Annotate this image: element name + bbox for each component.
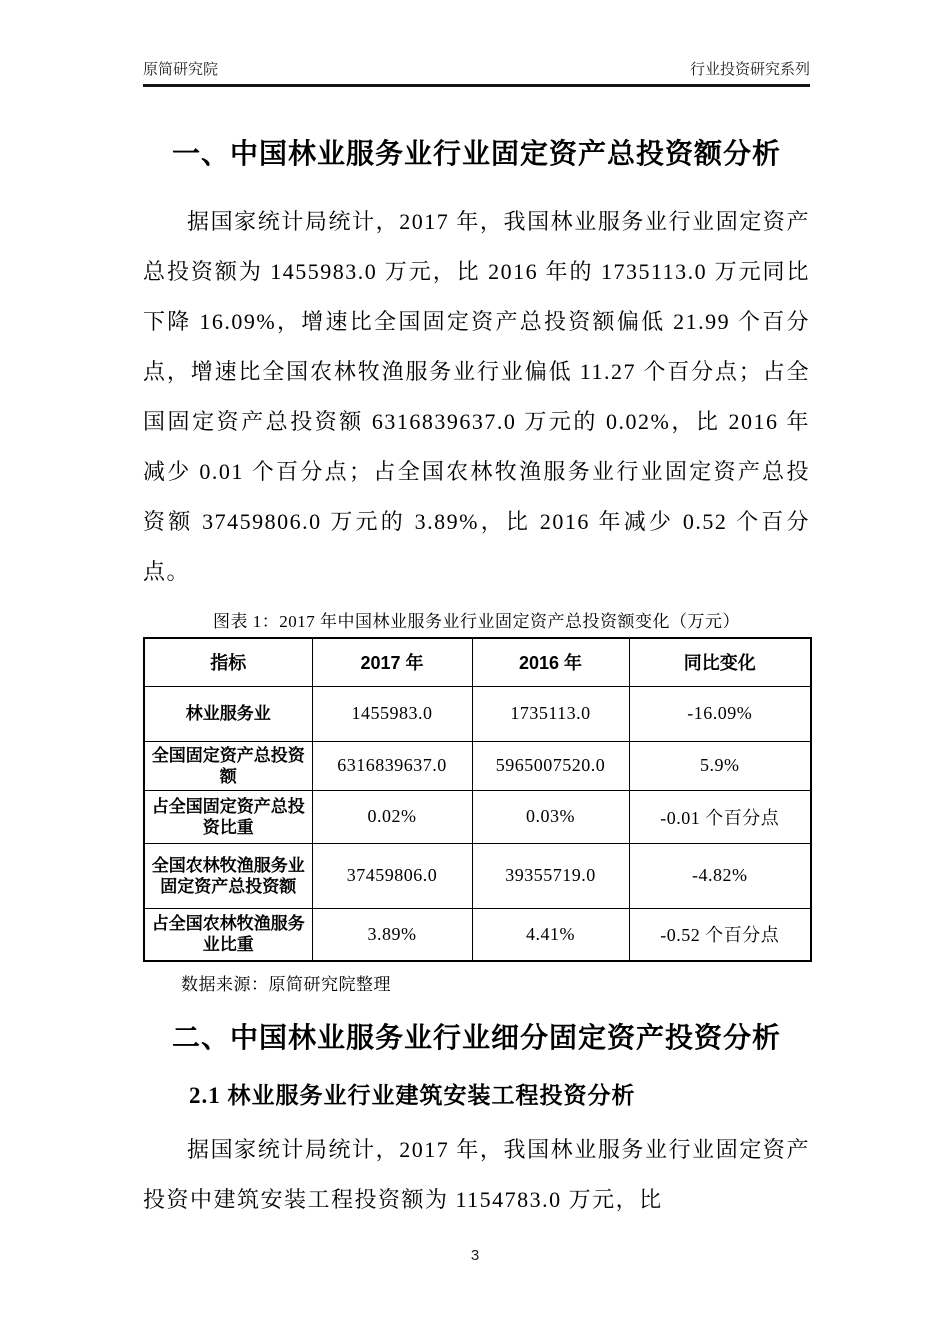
table-row xyxy=(144,843,811,908)
section-2-paragraph: 据国家统计局统计，2017 年，我国林业服务业行业固定资产投资中建筑安装工程投资额为 1154783.0 万元，比 xyxy=(143,1137,810,1212)
section-1-heading: 一、中国林业服务业行业固定资产总投资额分析 xyxy=(171,139,781,170)
value-2016-cell: 0.03% xyxy=(472,790,629,843)
value-2016-cell: 1735113.0 xyxy=(472,686,629,741)
column-header-2016: 2016 年 xyxy=(472,638,629,686)
table-header-row xyxy=(144,638,811,686)
figure-1-caption: 图表 1：2017 年中国林业服务业行业固定资产总投资额变化（万元） xyxy=(213,612,740,631)
header-left-text: 原简研究院 xyxy=(143,61,219,78)
value-2017-cell: 1455983.0 xyxy=(312,686,472,741)
change-cell: -0.01 个百分点 xyxy=(629,790,811,843)
indicator-cell: 全国农林牧渔服务业固定资产总投资额 xyxy=(144,843,312,908)
value-2017-cell: 37459806.0 xyxy=(312,843,472,908)
table-row xyxy=(144,686,811,741)
change-cell: -4.82% xyxy=(629,843,811,908)
header-right-text: 行业投资研究系列 xyxy=(689,61,810,78)
change-cell: -16.09% xyxy=(629,686,811,741)
section-1-paragraph: 据国家统计局统计，2017 年，我国林业服务业行业固定资产总投资额为 1455983.0 万元，比 2016 年的 1735113.0 万元同比下降 16.09%，增速比全国固定资产总投资额偏低 21.99 个百分点，增速比全国农林牧渔服务业行业偏低 11.27 个百分点；占全国固定资产总投资额 6316839637.0 万元的 0.02%，比 2016 年减少 0.01 个百分点；占全国农林牧渔服务业行业固定资产总投资额 37459806.0 万元的 3.89%，比 2016 年减少 0.52 个百分点。 xyxy=(143,209,810,584)
indicator-cell: 占全国农林牧渔服务业比重 xyxy=(144,908,312,961)
value-2017-cell: 3.89% xyxy=(312,908,472,961)
column-header-change: 同比变化 xyxy=(629,638,811,686)
table-row xyxy=(144,790,811,843)
indicator-cell: 占全国固定资产总投资比重 xyxy=(144,790,312,843)
section-2-1-subheading: 2.1 林业服务业行业建筑安装工程投资分析 xyxy=(189,1083,636,1108)
change-cell: -0.52 个百分点 xyxy=(629,908,811,961)
section-2-heading: 二、中国林业服务业行业细分固定资产投资分析 xyxy=(171,1023,781,1054)
running-header xyxy=(143,0,810,87)
value-2016-cell: 5965007520.0 xyxy=(472,741,629,790)
value-2017-cell: 0.02% xyxy=(312,790,472,843)
page-number: 3 xyxy=(470,1247,480,1264)
indicator-cell: 全国固定资产总投资额 xyxy=(144,741,312,790)
value-2016-cell: 4.41% xyxy=(472,908,629,961)
column-header-indicator: 指标 xyxy=(144,638,312,686)
change-cell: 5.9% xyxy=(629,741,811,790)
indicator-cell: 林业服务业 xyxy=(144,686,312,741)
value-2017-cell: 6316839637.0 xyxy=(312,741,472,790)
table-row xyxy=(144,741,811,790)
data-source-note: 数据来源：原简研究院整理 xyxy=(181,975,391,994)
column-header-2017: 2017 年 xyxy=(312,638,472,686)
value-2016-cell: 39355719.0 xyxy=(472,843,629,908)
figure-1-table xyxy=(143,637,812,962)
table-row xyxy=(144,908,811,961)
